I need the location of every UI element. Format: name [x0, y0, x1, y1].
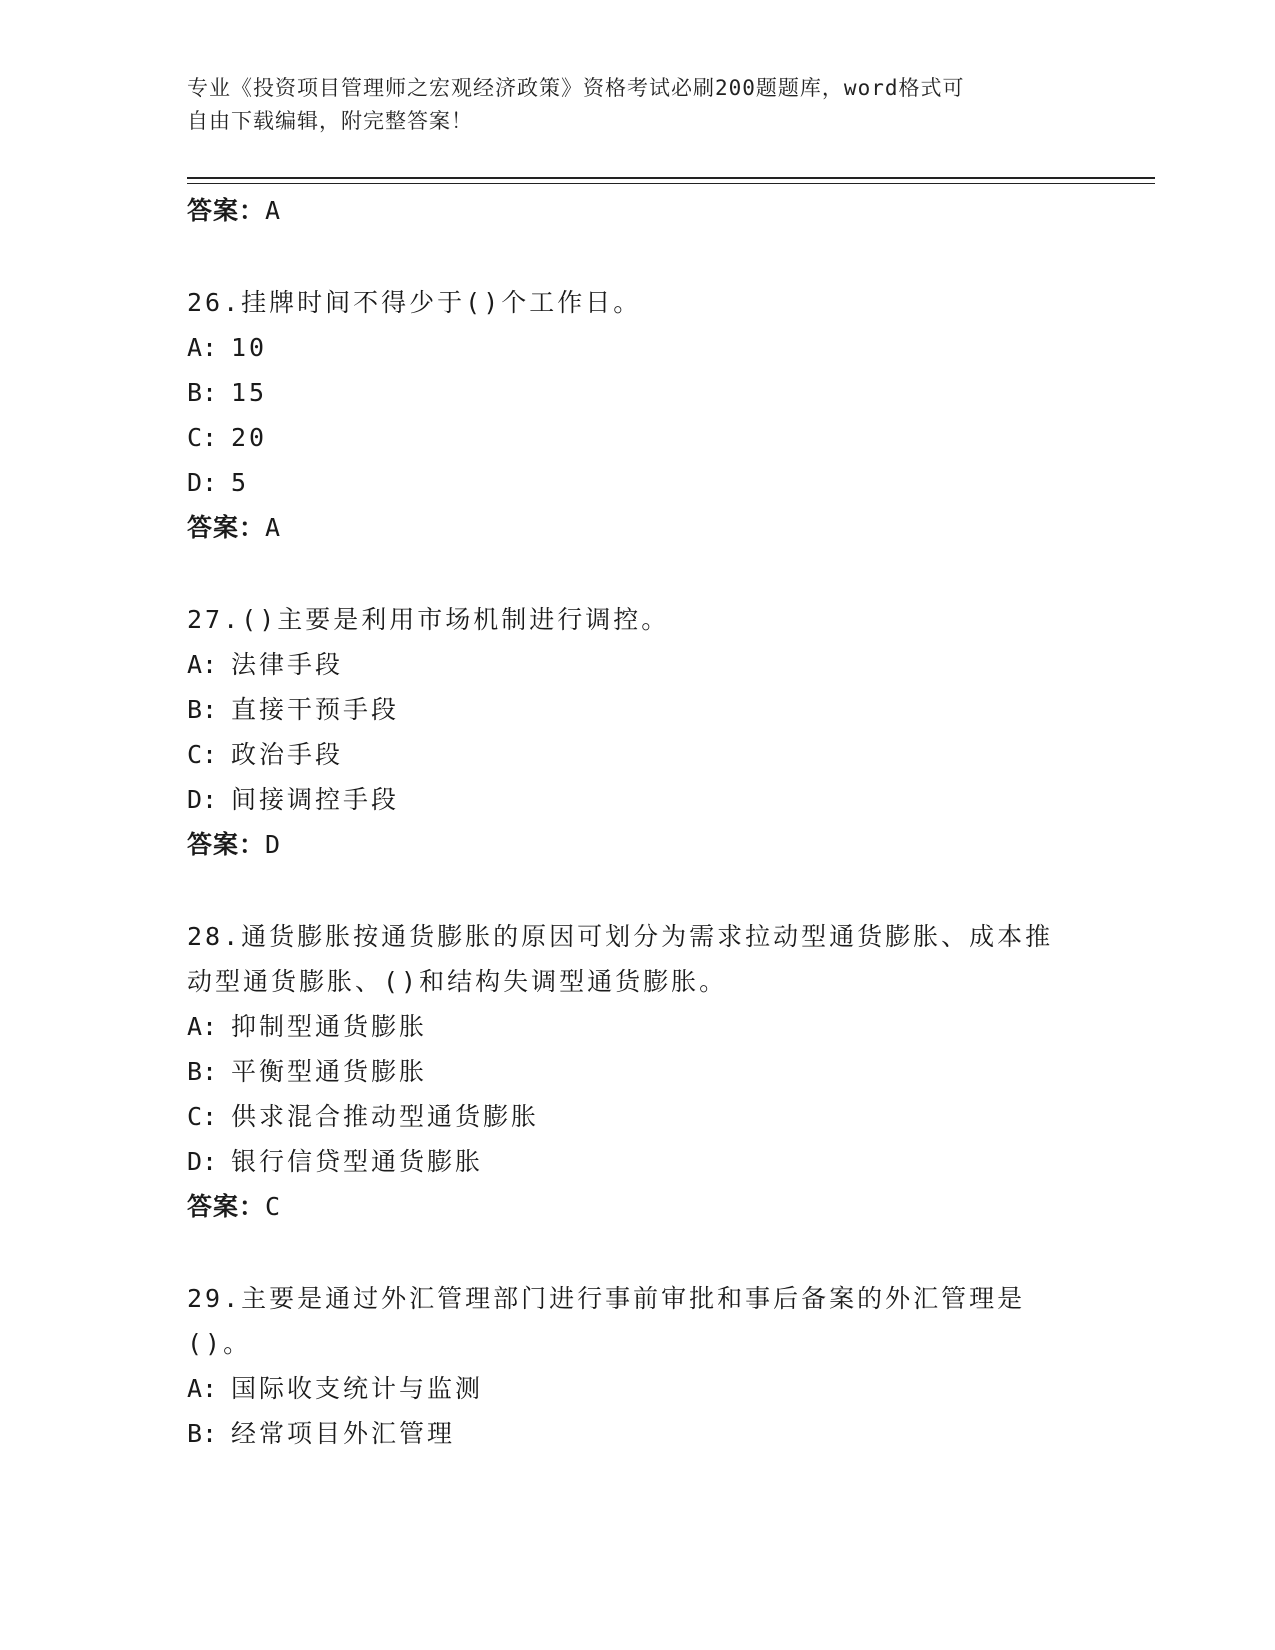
question-number: 27. — [187, 605, 242, 634]
answer-label: 答案： — [187, 830, 266, 859]
answer-line — [187, 1184, 1087, 1229]
option-text: 平衡型通货膨胀 — [231, 1057, 428, 1086]
option-letter: A: — [187, 1374, 218, 1403]
option-letter: A: — [187, 333, 218, 362]
option-c — [187, 732, 1087, 777]
question-block — [187, 597, 1087, 867]
question-block — [187, 280, 1087, 550]
question-list — [187, 188, 1087, 1456]
question-stem: 挂牌时间不得少于()个工作日。 — [241, 288, 642, 317]
answer-line — [187, 505, 1087, 550]
question-text — [187, 1276, 1067, 1366]
option-letter: B: — [187, 1057, 218, 1086]
option-text: 经常项目外汇管理 — [231, 1419, 456, 1448]
option-text: 抑制型通货膨胀 — [231, 1012, 428, 1041]
header-rule-thick — [187, 177, 1155, 179]
option-a — [187, 642, 1087, 687]
answer-line — [187, 822, 1087, 867]
option-letter: C: — [187, 423, 218, 452]
question-number: 26. — [187, 288, 242, 317]
option-b — [187, 687, 1087, 732]
option-letter: D: — [187, 1147, 218, 1176]
option-letter: B: — [187, 378, 218, 407]
option-text: 法律手段 — [231, 650, 344, 679]
question-number: 28. — [187, 922, 242, 951]
option-text: 直接干预手段 — [231, 695, 400, 724]
question-stem: ()主要是利用市场机制进行调控。 — [241, 605, 670, 634]
option-d — [187, 460, 1087, 505]
header-line-2: 自由下载编辑，附完整答案！ — [187, 109, 473, 133]
answer-line — [187, 188, 1087, 233]
answer-value: A — [265, 513, 282, 542]
answer-value: A — [265, 196, 282, 225]
question-stem: 通货膨胀按通货膨胀的原因可划分为需求拉动型通货膨胀、成本推动型通货膨胀、()和结构失调型通货膨胀。 — [187, 922, 1054, 996]
answer-label: 答案： — [187, 513, 266, 542]
question-block — [187, 914, 1087, 1229]
option-b — [187, 1411, 1087, 1456]
option-text: 间接调控手段 — [231, 785, 400, 814]
option-d — [187, 777, 1087, 822]
option-letter: D: — [187, 785, 218, 814]
option-a — [187, 1366, 1087, 1411]
option-text: 政治手段 — [231, 740, 344, 769]
option-c — [187, 415, 1087, 460]
option-text: 国际收支统计与监测 — [231, 1374, 484, 1403]
question-text — [187, 597, 1067, 642]
question-stem: 主要是通过外汇管理部门进行事前审批和事后备案的外汇管理是()。 — [187, 1284, 1026, 1358]
document-header — [187, 72, 1067, 138]
option-letter: A: — [187, 650, 218, 679]
question-text — [187, 914, 1067, 1004]
option-letter: D: — [187, 468, 218, 497]
option-a — [187, 1004, 1087, 1049]
option-letter: A: — [187, 1012, 218, 1041]
question-number: 29. — [187, 1284, 242, 1313]
option-letter: C: — [187, 1102, 218, 1131]
option-text: 银行信贷型通货膨胀 — [231, 1147, 484, 1176]
option-text: 15 — [231, 378, 268, 407]
question-text — [187, 280, 1067, 325]
option-b — [187, 1049, 1087, 1094]
option-text: 供求混合推动型通货膨胀 — [231, 1102, 540, 1131]
header-line-1: 专业《投资项目管理师之宏观经济政策》资格考试必刷200题题库，word格式可 — [187, 76, 965, 100]
option-c — [187, 1094, 1087, 1139]
option-letter: C: — [187, 740, 218, 769]
option-text: 10 — [231, 333, 268, 362]
answer-value: D — [265, 830, 282, 859]
question-block — [187, 1276, 1087, 1456]
answer-label: 答案： — [187, 1192, 266, 1221]
option-a — [187, 325, 1087, 370]
option-text: 5 — [231, 468, 250, 497]
header-rule-thin — [187, 183, 1155, 184]
answer-value: C — [265, 1192, 282, 1221]
answer-label: 答案： — [187, 196, 266, 225]
option-text: 20 — [231, 423, 268, 452]
option-d — [187, 1139, 1087, 1184]
option-letter: B: — [187, 695, 218, 724]
option-b — [187, 370, 1087, 415]
option-letter: B: — [187, 1419, 218, 1448]
